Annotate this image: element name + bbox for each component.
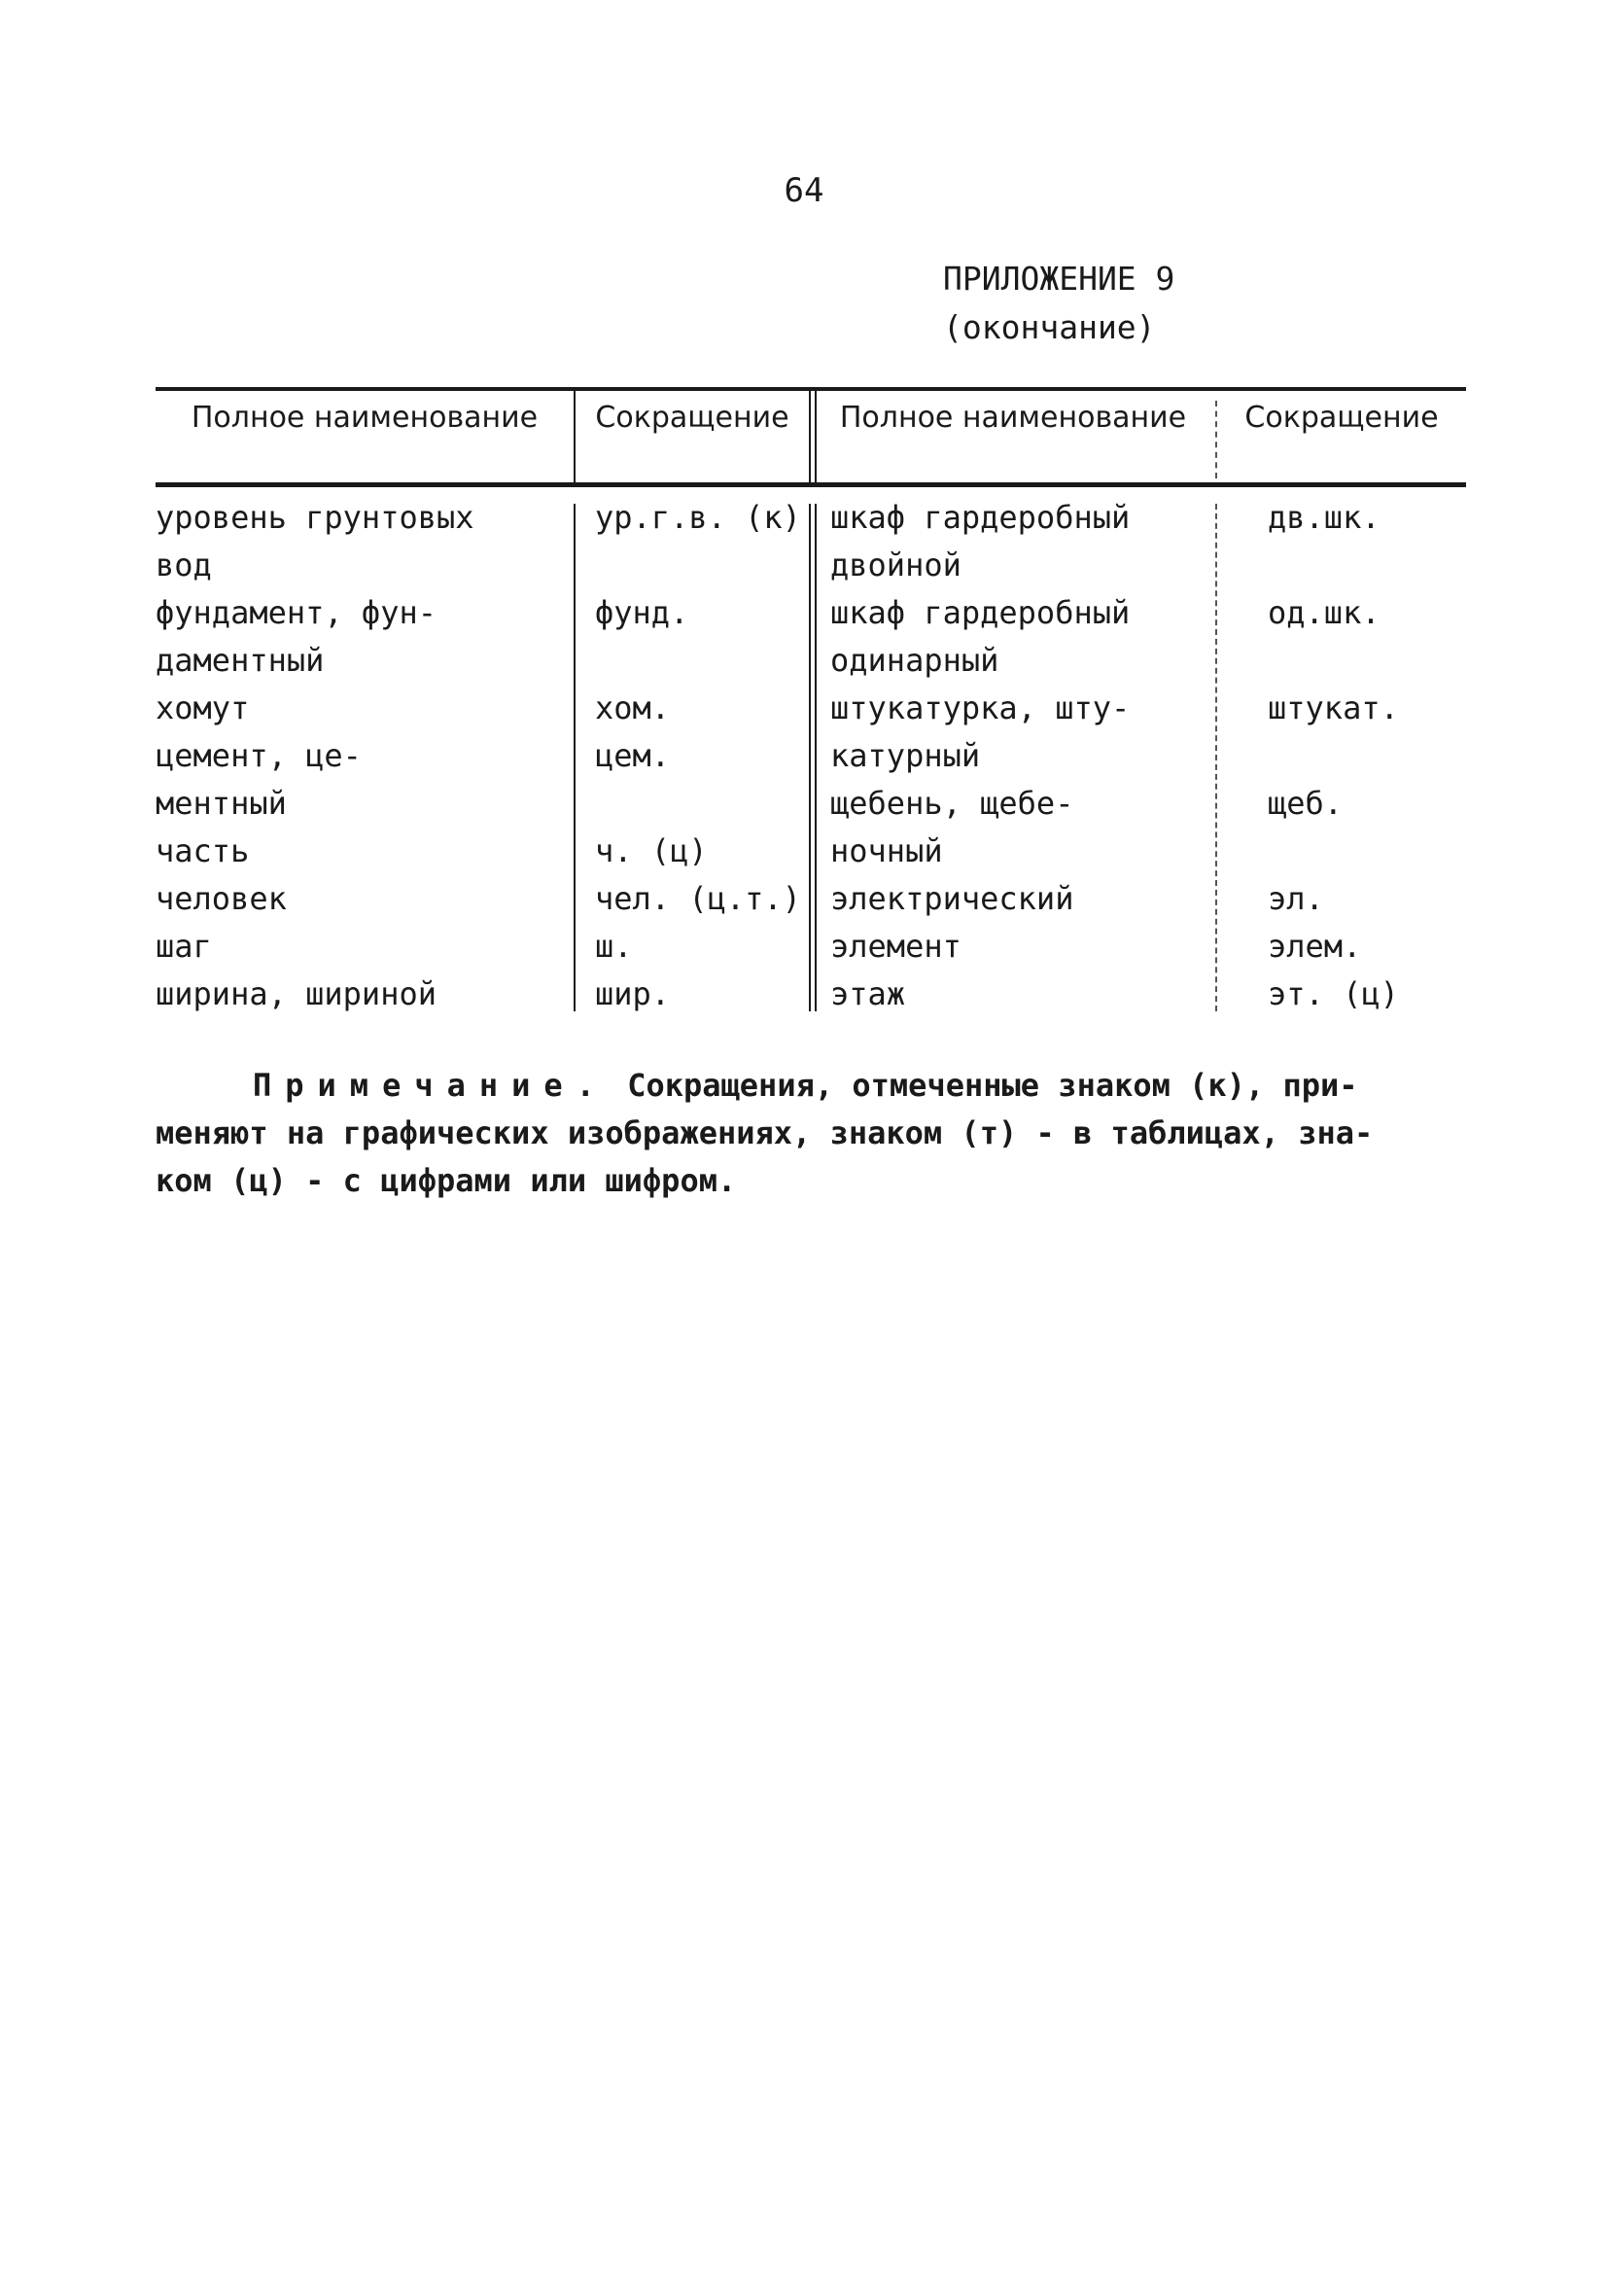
table-cell-abbr: штукат. bbox=[1268, 689, 1399, 726]
column-divider bbox=[809, 504, 811, 1011]
appendix-subtitle: (окончание) bbox=[943, 308, 1156, 346]
table-cell-name: вод bbox=[156, 547, 212, 583]
table-cell-name: катурный bbox=[830, 737, 981, 774]
table-note bbox=[156, 1062, 1449, 1205]
table-cell-name: человек bbox=[156, 880, 287, 917]
header-abbreviation: Сокращение bbox=[595, 401, 789, 435]
table-cell-abbr: шир. bbox=[595, 975, 671, 1012]
table-top-rule bbox=[156, 387, 1466, 391]
table-cell-name: цемент, це- bbox=[156, 737, 362, 774]
abbreviations-table bbox=[156, 387, 1466, 1019]
table-cell-abbr: хом. bbox=[595, 689, 671, 726]
table-cell-abbr: фунд. bbox=[595, 594, 689, 631]
table-cell-name: этаж bbox=[830, 975, 906, 1012]
table-cell-abbr: ч. (ц) bbox=[595, 832, 708, 869]
column-divider bbox=[815, 391, 817, 484]
header-full-name: Полное наименование bbox=[839, 401, 1187, 435]
table-cell-abbr: эл. bbox=[1268, 880, 1324, 917]
table-cell-name: штукатурка, шту- bbox=[830, 689, 1131, 726]
header-abbreviation: Сокращение bbox=[1244, 401, 1439, 435]
table-cell-name: уровень грунтовых bbox=[156, 499, 474, 536]
table-cell-name: щебень, щебе- bbox=[830, 785, 1074, 822]
table-cell-name: ночный bbox=[830, 832, 943, 869]
note-line bbox=[156, 1062, 1449, 1110]
table-cell-name: элемент bbox=[830, 928, 961, 965]
column-divider bbox=[809, 391, 811, 484]
table-cell-abbr: од.шк. bbox=[1268, 594, 1381, 631]
column-divider bbox=[574, 504, 576, 1011]
table-cell-abbr: эт. (ц) bbox=[1268, 975, 1399, 1012]
table-cell-abbr: чел. (ц.т.) bbox=[595, 880, 801, 917]
appendix-heading bbox=[943, 255, 1174, 352]
note-line: ком (ц) - с цифрами или шифром. bbox=[156, 1162, 737, 1199]
table-cell-name: шаг bbox=[156, 928, 212, 965]
table-cell-abbr: ур.г.в. (к) bbox=[595, 499, 801, 536]
note-text: Сокращения, отмеченные знаком (к), при- bbox=[627, 1067, 1358, 1104]
note-line: меняют на графических изображениях, знаком (т) - в таблицах, зна- bbox=[156, 1114, 1374, 1151]
table-cell-name: даментный bbox=[156, 642, 325, 679]
page-number: 64 bbox=[784, 171, 824, 210]
appendix-title: ПРИЛОЖЕНИЕ 9 bbox=[943, 260, 1175, 298]
column-divider bbox=[1215, 504, 1217, 1011]
table-cell-abbr: элем. bbox=[1268, 928, 1362, 965]
table-cell-abbr: ш. bbox=[595, 928, 633, 965]
table-cell-abbr: щеб. bbox=[1268, 785, 1344, 822]
header-full-name: Полное наименование bbox=[191, 401, 539, 435]
table-cell-name: шкаф гардеробный bbox=[830, 499, 1131, 536]
table-cell-name: ширина, шириной bbox=[156, 975, 437, 1012]
table-cell-abbr: дв.шк. bbox=[1268, 499, 1381, 536]
table-cell-name: часть bbox=[156, 832, 250, 869]
table-cell-name: одинарный bbox=[830, 642, 999, 679]
table-cell-name: хомут bbox=[156, 689, 250, 726]
table-cell-name: ментный bbox=[156, 785, 287, 822]
table-header-rule bbox=[156, 482, 1466, 487]
table-cell-name: двойной bbox=[830, 547, 961, 583]
column-divider bbox=[815, 504, 817, 1011]
table-cell-abbr: цем. bbox=[595, 737, 671, 774]
note-label: Примечание. bbox=[253, 1067, 609, 1104]
table-cell-name: электрический bbox=[830, 880, 1074, 917]
table-cell-name: фундамент, фун- bbox=[156, 594, 437, 631]
table-cell-name: шкаф гардеробный bbox=[830, 594, 1131, 631]
